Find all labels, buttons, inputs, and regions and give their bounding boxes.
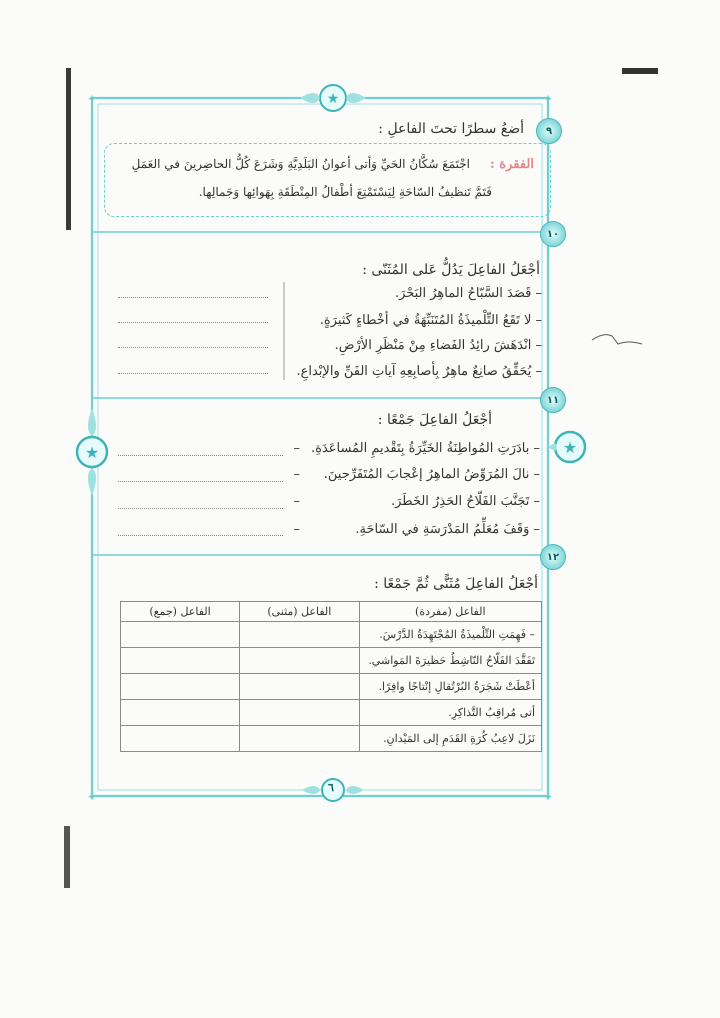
pen-mark (592, 335, 642, 344)
table-row (121, 700, 542, 726)
sentence-item: – تَجَنَّبَ الفَلّاحُ الحَذِرُ الخَطَرَ. (390, 494, 540, 509)
answer-line[interactable] (118, 322, 268, 323)
scan-edge-left-lower (64, 826, 70, 888)
header-dual: الفاعل (مثنى) (240, 602, 360, 622)
sentence-cell: – فَهِمَتِ التِّلْميذَةُ المُجْتَهِدَةُ الدَّرْسَ. (359, 622, 541, 648)
top-ornament (300, 85, 366, 111)
sentence-item: – وَقَفَ مُعَلِّمُ المَدْرَسَةِ في السّاحَةِ. (355, 522, 540, 537)
sentence-cell: أتى مُراقِبُ التَّذاكِرِ. (359, 700, 541, 726)
sentence-item: – انْدَهَشَ رائِدُ الفَضاءِ مِنْ مَنْظَرِ الأرْضِ. (334, 338, 542, 353)
passage-box (104, 143, 551, 217)
table-header-row (121, 602, 542, 622)
plural-answer-cell[interactable] (121, 726, 240, 752)
exercise-instruction: أجْعَلُ الفاعِلَ جَمْعًا : (377, 412, 492, 428)
header-plural: الفاعل (جمع) (121, 602, 240, 622)
table-row (121, 674, 542, 700)
sentence-cell: تَفَقَّدَ الفَلّاحُ النّاشِطُ حَظيرَةَ المَواشي. (359, 648, 541, 674)
exercise-instruction: أجْعَلُ الفاعِلَ يَدُلُّ عَلى المُثَنّى : (362, 262, 540, 278)
scan-edge-top-right (622, 68, 658, 74)
header-singular: الفاعل (مفردة) (359, 602, 541, 622)
table-row (121, 622, 542, 648)
corner-star-tl: ✦ (86, 92, 98, 106)
answer-line[interactable] (118, 481, 283, 482)
dual-answer-cell[interactable] (240, 648, 360, 674)
plural-answer-cell[interactable] (121, 622, 240, 648)
answer-line[interactable] (118, 347, 268, 348)
dual-answer-cell[interactable] (240, 622, 360, 648)
corner-star-br: ✦ (542, 790, 554, 804)
scan-edge-left (66, 68, 71, 230)
dual-answer-cell[interactable] (240, 700, 360, 726)
corner-star-tr: ✦ (542, 92, 554, 106)
exercise-instruction: أضعُ سطرًا تحتَ الفاعلِ : (378, 121, 524, 137)
answer-dash: – (293, 467, 300, 482)
sentence-item: – لا تَقَعُ التِّلْميذَةُ المُتَنَبِّهَةُ في أخْطاءٍ كَثيرَةٍ. (319, 313, 542, 328)
answer-dash: – (293, 441, 300, 456)
right-ornament (548, 432, 585, 462)
exercise-number-badge (540, 221, 566, 247)
passage-label: الفقرة : (489, 157, 534, 172)
dual-answer-cell[interactable] (240, 726, 360, 752)
table-row (121, 726, 542, 752)
exercise-number: ١٠ (546, 228, 560, 240)
svg-text:★: ★ (562, 438, 578, 457)
exercise-number: ١٢ (546, 551, 560, 563)
exercise-number-badge (540, 544, 566, 570)
svg-text:★: ★ (326, 91, 340, 107)
exercise-number: ٩ (545, 125, 553, 137)
left-ornament (77, 408, 107, 496)
answer-line[interactable] (118, 297, 268, 298)
page-number: ٦ (328, 781, 334, 794)
svg-text:★: ★ (84, 443, 100, 462)
answer-line[interactable] (118, 373, 268, 374)
answer-dash: – (293, 494, 300, 509)
answer-dash: – (293, 522, 300, 537)
exercise-number-badge (536, 118, 562, 144)
passage-line-1: اجْتَمَعَ سُكَّانُ الحَيِّ وَأتى أعوانُ البَلَدِيَّةِ وَشَرَعَ كُلُّ الحاضِرينَ في العَمَلِ (131, 157, 470, 171)
answer-line[interactable] (118, 535, 283, 536)
sentence-item: – قَصَدَ السَّبّاحُ الماهِرُ البَحْرَ. (394, 286, 542, 301)
sentence-item: – نالَ المُرَوِّضُ الماهِرُ إعْجابَ المُتَفَرِّجينَ. (323, 467, 540, 482)
plural-answer-cell[interactable] (121, 648, 240, 674)
answer-line[interactable] (118, 455, 283, 456)
exercise-number: ١١ (546, 394, 560, 406)
corner-star-bl: ✦ (86, 790, 98, 804)
sentence-item: – بادَرَتِ المُواطِنَةُ الخَيِّرَةُ بِتَقْديمِ المُساعَدَةِ. (311, 441, 540, 456)
answers-table (120, 601, 542, 752)
answer-line[interactable] (118, 508, 283, 509)
dual-answer-cell[interactable] (240, 674, 360, 700)
plural-answer-cell[interactable] (121, 700, 240, 726)
plural-answer-cell[interactable] (121, 674, 240, 700)
passage-line-2: فَتَمَّ تَنظيفُ السّاحَةِ لِيَسْتَمْتِعَ أطْفالُ المِنْطَقَةِ بِهَوائِها وَجَمالِها. (198, 185, 492, 199)
sentence-cell: أعْطَتْ شَجَرَةُ البُرْتُقالِ إنْتاجًا وافِرًا. (359, 674, 541, 700)
exercise-instruction: أجْعَلُ الفاعِلَ مُثَنًّى ثُمَّ جَمْعًا : (374, 576, 538, 592)
sentence-item: – يُحَقِّقُ صانِعٌ ماهِرٌ بِأصابِعِهِ آياتِ الفَنِّ والإبْداعِ. (296, 364, 542, 379)
table-row (121, 648, 542, 674)
sentence-cell: نَزَلَ لاعِبُ كُرَةِ القَدَمِ إلى المَيْدانِ. (359, 726, 541, 752)
exercise-number-badge (540, 387, 566, 413)
